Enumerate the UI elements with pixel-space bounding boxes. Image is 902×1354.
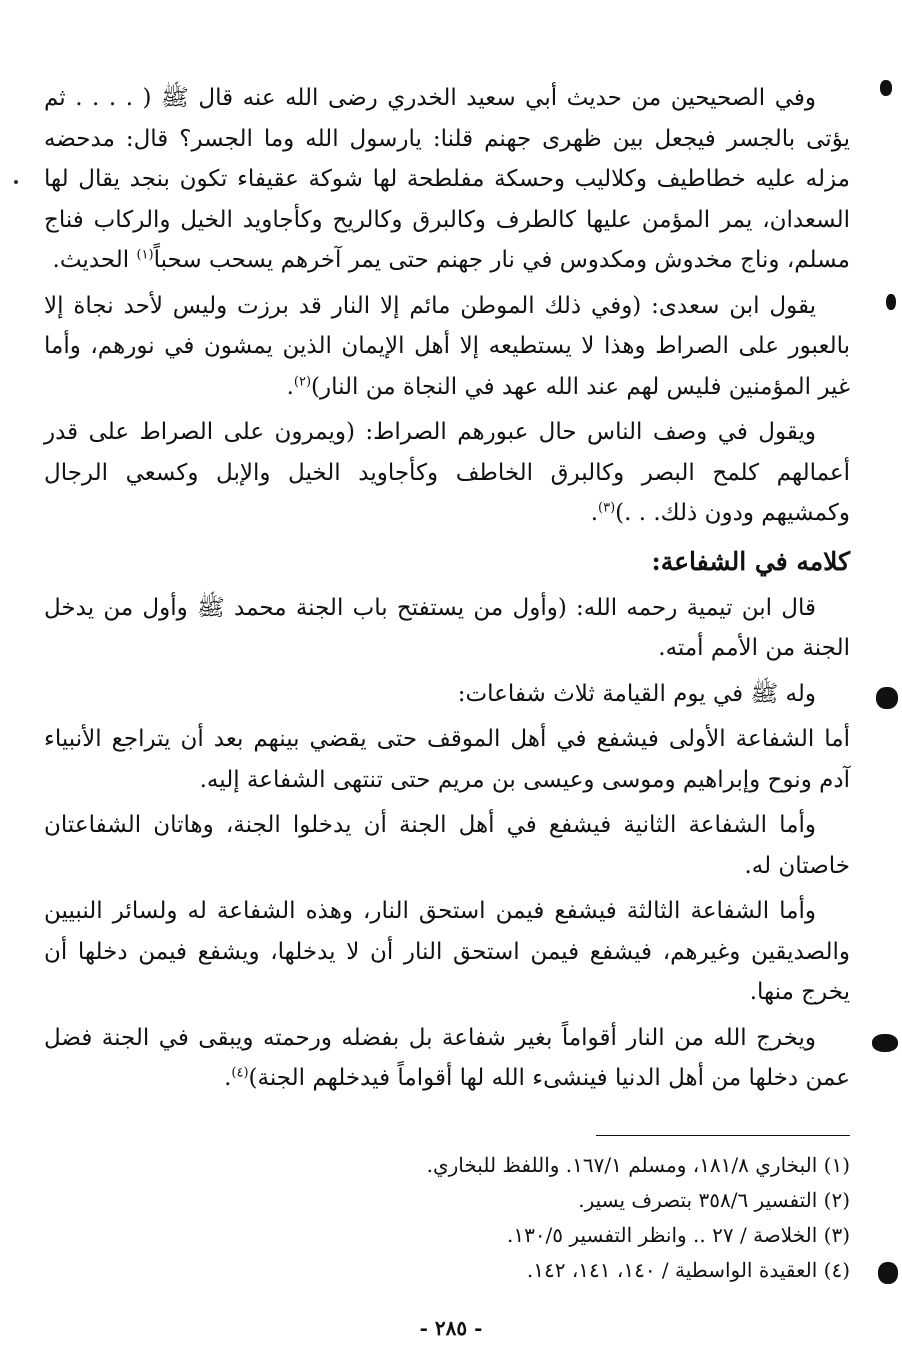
paragraph-text: يقول ابن سعدى: (وفي ذلك الموطن مائم إلا النار قد برزت وليس لأحد نجاة إلا بالعبور على الصراط وهذا لا يستطيعه إلا أهل الإيمان الذين يمشون في نورهم، وأما غير المؤمنين فليس لهم عند الله عهد في النجاة من النار): [44, 292, 850, 400]
footnote-divider: [596, 1135, 850, 1136]
page-body: [44, 78, 850, 1104]
paragraph-tail: الحديث.: [52, 247, 137, 273]
scan-blot: [876, 687, 898, 709]
footnote-marker: (١): [136, 247, 154, 263]
paragraph-ibn-saadi: [44, 286, 850, 408]
paragraph-text: وفي الصحيحين من حديث أبي سعيد الخدري رضى الله عنه قال ﷺ ( . . . . ثم يؤتى بالجسر فيجعل بين ظهرى جهنم قلنا: يارسول الله وما الجسر؟ قال: مدحضه مزله عليه خطاطيف وكلاليب وحسكة مفلطحة لها شوكة عقيفاء تكون بنجد يقال لها السعدان، يمر المؤمن عليها كالطرف وكالبرق وكالريح وكأجاويد الخيل والركاب فناج مسلم، وناج مخدوش ومكدوس في نار جهنم حتى يمر آخرهم يسحب سحباً: [44, 85, 850, 273]
paragraph-crossing: [44, 412, 850, 534]
paragraph-first-intercession: [44, 719, 850, 800]
page-number: - ٢٨٥ -: [419, 1316, 483, 1340]
scan-blot: [872, 1034, 898, 1052]
paragraph-text: ويقول في وصف الناس حال عبورهم الصراط: (ويمرون على الصراط على قدر أعمالهم كلمح البصر وكالبرق الخاطف وكأجاويد الخيل والإبل وكسعي الرجال وكمشيهم ودون ذلك. . .): [44, 419, 850, 526]
scan-speck: [14, 180, 18, 184]
footnote-3: (٣) الخلاصة / ٢٧ .. وانظر التفسير ١٣٠/٥.: [506, 1223, 850, 1247]
scan-blot: [880, 80, 892, 96]
paragraph-text: أما الشفاعة الأولى فيشفع في أهل الموقف حتى يقضي بينهم بعد أن يتراجع الأنبياء آدم ونوح وإبراهيم وموسى وعيسى بن مريم حتى تنتهى الشفاعة إليه.: [44, 726, 850, 793]
footnotes: [44, 1148, 850, 1288]
scan-blot: [886, 294, 896, 310]
paragraph-ibn-taymiyya: [44, 588, 850, 669]
paragraph-text: وله ﷺ في يوم القيامة ثلاث شفاعات:: [457, 680, 816, 707]
footnote-marker: (٢): [293, 373, 312, 389]
footnote-marker: (٣): [598, 500, 616, 516]
paragraph-three-intercessions: [44, 674, 850, 715]
footnote-marker: (٤): [231, 1065, 249, 1081]
paragraph-tail: .: [224, 1065, 232, 1091]
footnote-2: (٢) التفسير ٣٥٨/٦ بتصرف يسير.: [578, 1188, 850, 1212]
footnote-1: (١) البخاري ١٨١/٨، ومسلم ١٦٧/١. واللفظ للبخاري.: [426, 1153, 850, 1177]
paragraph-text: وأما الشفاعة الثالثة فيشفع فيمن استحق النار، وهذه الشفاعة له ولسائر النبيين والصديقين وغيرهم، فيشفع فيمن استحق النار أن لا يدخلها، ويشفع فيمن دخلها أن يخرج منها.: [44, 898, 850, 1005]
paragraph-text: ويخرج الله من النار أقواماً بغير شفاعة بل بفضله ورحمته ويبقى في الجنة فضل عمن دخلها من أهل الدنيا فينشىء الله لها أقواماً فيدخلهم الجنة): [44, 1024, 850, 1091]
section-heading: كلامه في الشفاعة:: [651, 546, 850, 576]
paragraph-bridge-hadith: [44, 78, 850, 281]
footnote-4: (٤) العقيدة الواسطية / ١٤٠، ١٤١، ١٤٢.: [526, 1258, 850, 1282]
paragraph-tail: .: [590, 500, 598, 526]
paragraph-tail: .: [286, 373, 294, 400]
paragraph-second-intercession: [44, 805, 850, 886]
paragraph-text: وأما الشفاعة الثانية فيشفع في أهل الجنة أن يدخلوا الجنة، وهاتان الشفاعتان خاصتان له.: [44, 812, 850, 879]
scan-blot: [878, 1262, 898, 1284]
paragraph-grace: [44, 1018, 850, 1099]
paragraph-third-intercession: [44, 891, 850, 1013]
paragraph-text: قال ابن تيمية رحمه الله: (وأول من يستفتح باب الجنة محمد ﷺ وأول من يدخل الجنة من الأمم أمته.: [44, 594, 850, 661]
